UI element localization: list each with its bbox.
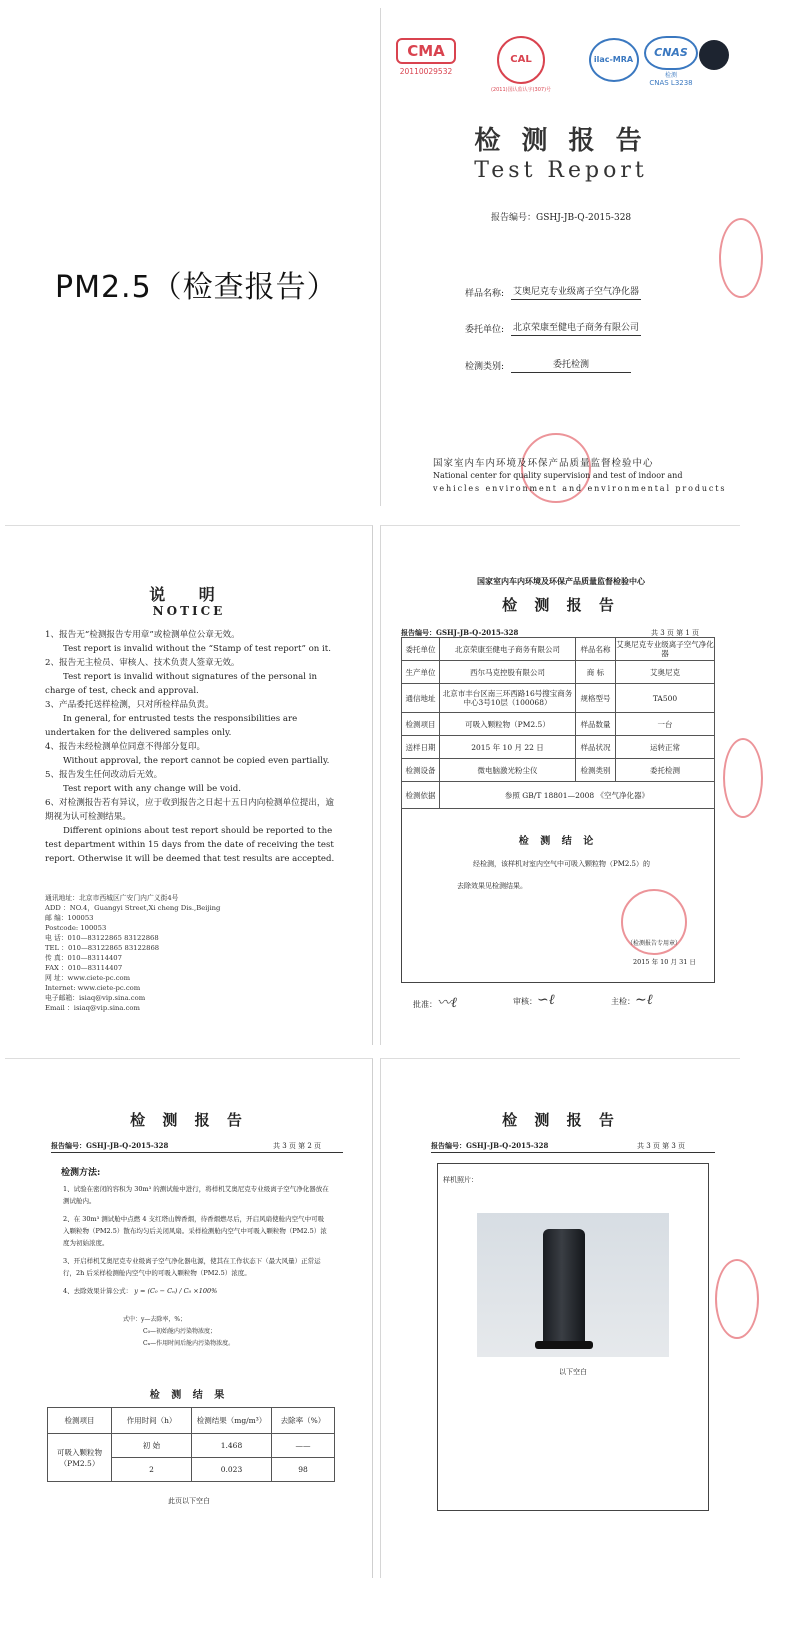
p3-photo-label: 样机照片： (443, 1176, 478, 1184)
center-name-en-2: vehicles environment and environmental products (433, 484, 727, 493)
table-row: 检测项目 作用时间（h） 检测结果（mg/m³） 去除率（%） (48, 1408, 335, 1434)
p1-org: 国家室内车内环境及环保产品质量监督检验中心 (477, 576, 645, 586)
p1-conclusion-2: 去除效果见检测结果。 (457, 882, 527, 890)
ilac-logo: ilac-MRA (586, 38, 641, 82)
p2-report-no: 报告编号：GSHJ-JB-Q-2015-328 (51, 1141, 169, 1150)
p2-results-table (47, 1407, 335, 1482)
p1-page-info: 共 3 页 第 1 页 (651, 629, 700, 637)
page-title: PM2.5（检查报告） (55, 270, 338, 305)
notice-item: Test report with any change will be void. (63, 784, 241, 794)
p2-methods: 1、试验在密闭的容积为 30m³ 的测试舱中进行，将样机艾奥尼克专业级离子空气净化器放在测试舱内。 2、在 30m³ 测试舱中点燃 4 支红塔山牌香烟，待香烟燃尽后，开启风扇使舱内空气中可吸入颗粒物（PM2.5）散布均匀后关闭风扇。采样检测舱内空气中可吸入颗粒物（PM2.5）浓度为初始浓度。 3、开启样机艾奥尼克专业级离子空气净化器电源，使其在工作状态下（最大风量）正常运行，2h 后采样检测舱内空气中的可吸入颗粒物（PM2.5）浓度。 4、去除效果计算公式： y = (C₀ − Cₙ) / C₀ ×100% (63, 1185, 329, 1295)
client-value: 北京荣康至健电子商务有限公司 (511, 320, 641, 336)
p3-footer: 以下空白 (559, 1368, 587, 1376)
sample-value: 艾奥尼克专业级离子空气净化器 (511, 284, 641, 300)
notice-title-cn: 说 明 (149, 585, 229, 604)
notice-item: 4、报告未经检测单位同意不得部分复印。 (45, 742, 206, 752)
seal-logo (699, 40, 729, 70)
report-page-1 (380, 525, 740, 1045)
notice-item: 2、报告无主检员、审核人、技术负责人签章无效。 (45, 658, 240, 668)
cnas-logo: CNAS 检测 CNAS L3238 (643, 36, 699, 87)
p2-title: 检 测 报 告 (130, 1111, 248, 1129)
report-page-2 (5, 1058, 373, 1578)
table-row: 送样日期 2015 年 10 月 22 日 样品状况 运转正常 (402, 736, 715, 759)
p2-formula: y = (C₀ − Cₙ) / C₀ ×100% (134, 1287, 218, 1295)
notice-item: 3、产品委托送样检测，只对所检样品负责。 (45, 700, 214, 710)
sample-photo (477, 1213, 669, 1357)
p2-footer: 此页以下空白 (168, 1497, 210, 1505)
cal-logo: CAL (2011)国认监认字(307)号 (481, 36, 561, 93)
report-page-3 (380, 1058, 740, 1578)
notice-item: 6、对检测报告若有异议，应于收到报告之日起十五日内向检测单位提出，逾期视为认可检测结果。 (45, 798, 335, 822)
p3-page-info: 共 3 页 第 3 页 (637, 1142, 686, 1150)
sample-label: 样品名称: (465, 289, 505, 299)
p1-info-table (401, 637, 715, 809)
p1-report-no: 报告编号：GSHJ-JB-Q-2015-328 (401, 628, 519, 637)
cal-logo-mark: CAL (497, 36, 545, 84)
p3-title: 检 测 报 告 (502, 1111, 620, 1129)
p1-test: 主检：∼ℓ (611, 992, 653, 1008)
cover-report-no: 报告编号：GSHJ-JB-Q-2015-328 (491, 213, 632, 223)
table-row: 检测项目 可吸入颗粒物（PM2.5） 样品数量 一台 (402, 713, 715, 736)
p1-review: 审核：∽ℓ (513, 992, 555, 1008)
type-label: 检测类别: (465, 362, 505, 372)
notice-item: Without approval, the report cannot be copied even partially. (63, 756, 330, 766)
p2-results-title: 检 测 结 果 (149, 1390, 229, 1401)
table-row: 委托单位 北京荣康至健电子商务有限公司 样品名称 艾奥尼克专业级离子空气净化器 (402, 638, 715, 661)
cover-title-en: Test Report (474, 158, 648, 183)
notice-item: Test report is invalid without signatures of the personal in charge of test, check and approval. (45, 672, 318, 696)
purifier-base (535, 1341, 593, 1349)
notice-item: 5、报告发生任何改动后无效。 (45, 770, 163, 780)
type-value: 委托检测 (511, 357, 631, 373)
client-label: 委托单位: (465, 325, 505, 335)
p1-conclusion-title: 检 测 结 论 (518, 836, 598, 847)
p1-approve: 批准：〰ℓ (413, 995, 457, 1011)
p1-title: 检 测 报 告 (502, 596, 620, 614)
p3-edge-stamp (715, 1259, 759, 1339)
table-row: 生产单位 西尔马克控股有限公司 商 标 艾奥尼克 (402, 661, 715, 684)
p2-method-title: 检测方法: (61, 1168, 101, 1178)
notice-item: Test report is invalid without the “Stamp of test report” on it. (63, 644, 331, 654)
center-name-cn: 国家室内车内环境及环保产品质量监督检验中心 (433, 458, 654, 469)
table-row: 2 0.023 98 (48, 1458, 335, 1482)
approve-signature: 〰ℓ (437, 995, 457, 1011)
notice-contact: 通讯地址：北京市西城区广安门内广义街4号 ADD ：NO.4，Guangyi Street,Xi cheng Dis.,Beijing 邮 编：100053 Postcode: 100053 电 话：010—83122865 83122868 TEL ：010—83122865 83122868 传 真：010—83114407 FAX ：010—83114407 网 址：www.ciete-pc.com Internet: www.ciete-pc.com 电子邮箱：isiaq@vip.sina.com Email ：isiaq@vip.sina.com (45, 894, 221, 1012)
notice-items (45, 628, 337, 866)
notice-item: In general, for entrusted tests the responsibilities are undertaken for the delivered samples only. (45, 714, 298, 738)
notice-item: Different opinions about test report should be reported to the test department within 15 days from the date of receiving the test report. Otherwise it will be deemed that test results are accepted. (45, 826, 335, 864)
p2-rule (51, 1152, 343, 1153)
p1-stamp-caption: （检测报告专用章） (627, 940, 682, 947)
table-row: 检测设备 微电脑激光粉尘仪 检测类别 委托检测 (402, 759, 715, 782)
cover-page (380, 8, 740, 506)
test-signature: ∼ℓ (635, 992, 653, 1008)
notice-title-en: NOTICE (152, 604, 226, 618)
p2-formula-notes: 式中：y—去除率，%； C₀—初始舱内污染物浓度； Cₙ—作用时间后舱内污染物浓度。 (123, 1316, 235, 1347)
cma-logo: CMA 20110029532 (396, 38, 456, 76)
cma-logo-mark: CMA (396, 38, 456, 64)
table-row: 可吸入颗粒物（PM2.5） 初 始 1.468 —— (48, 1434, 335, 1458)
center-name-en-1: National center for quality supervision and test of indoor and (433, 471, 683, 480)
p1-edge-stamp (723, 738, 763, 818)
purifier-body (543, 1229, 585, 1347)
cover-title-cn: 检 测 报 告 (474, 126, 648, 156)
notice-page (5, 525, 373, 1045)
p3-rule (431, 1152, 715, 1153)
table-row: 通信地址 北京市丰台区南三环西路16号搜宝商务中心3号10层（100068） 规格型号 TA500 (402, 684, 715, 713)
table-row: 检测依据 参照 GB/T 18801—2008 《空气净化器》 (402, 782, 715, 809)
p3-report-no: 报告编号：GSHJ-JB-Q-2015-328 (431, 1141, 549, 1150)
p2-page-info: 共 3 页 第 2 页 (273, 1142, 322, 1150)
notice-item: 1、报告无“检测报告专用章”或检测单位公章无效。 (45, 630, 240, 640)
p1-conclusion-1: 经检测，该样机对室内空气中可吸入颗粒物（PM2.5）的 (473, 860, 651, 868)
review-signature: ∽ℓ (537, 992, 555, 1008)
edge-stamp (719, 218, 763, 298)
p1-date: 2015 年 10 月 31 日 (633, 958, 696, 966)
